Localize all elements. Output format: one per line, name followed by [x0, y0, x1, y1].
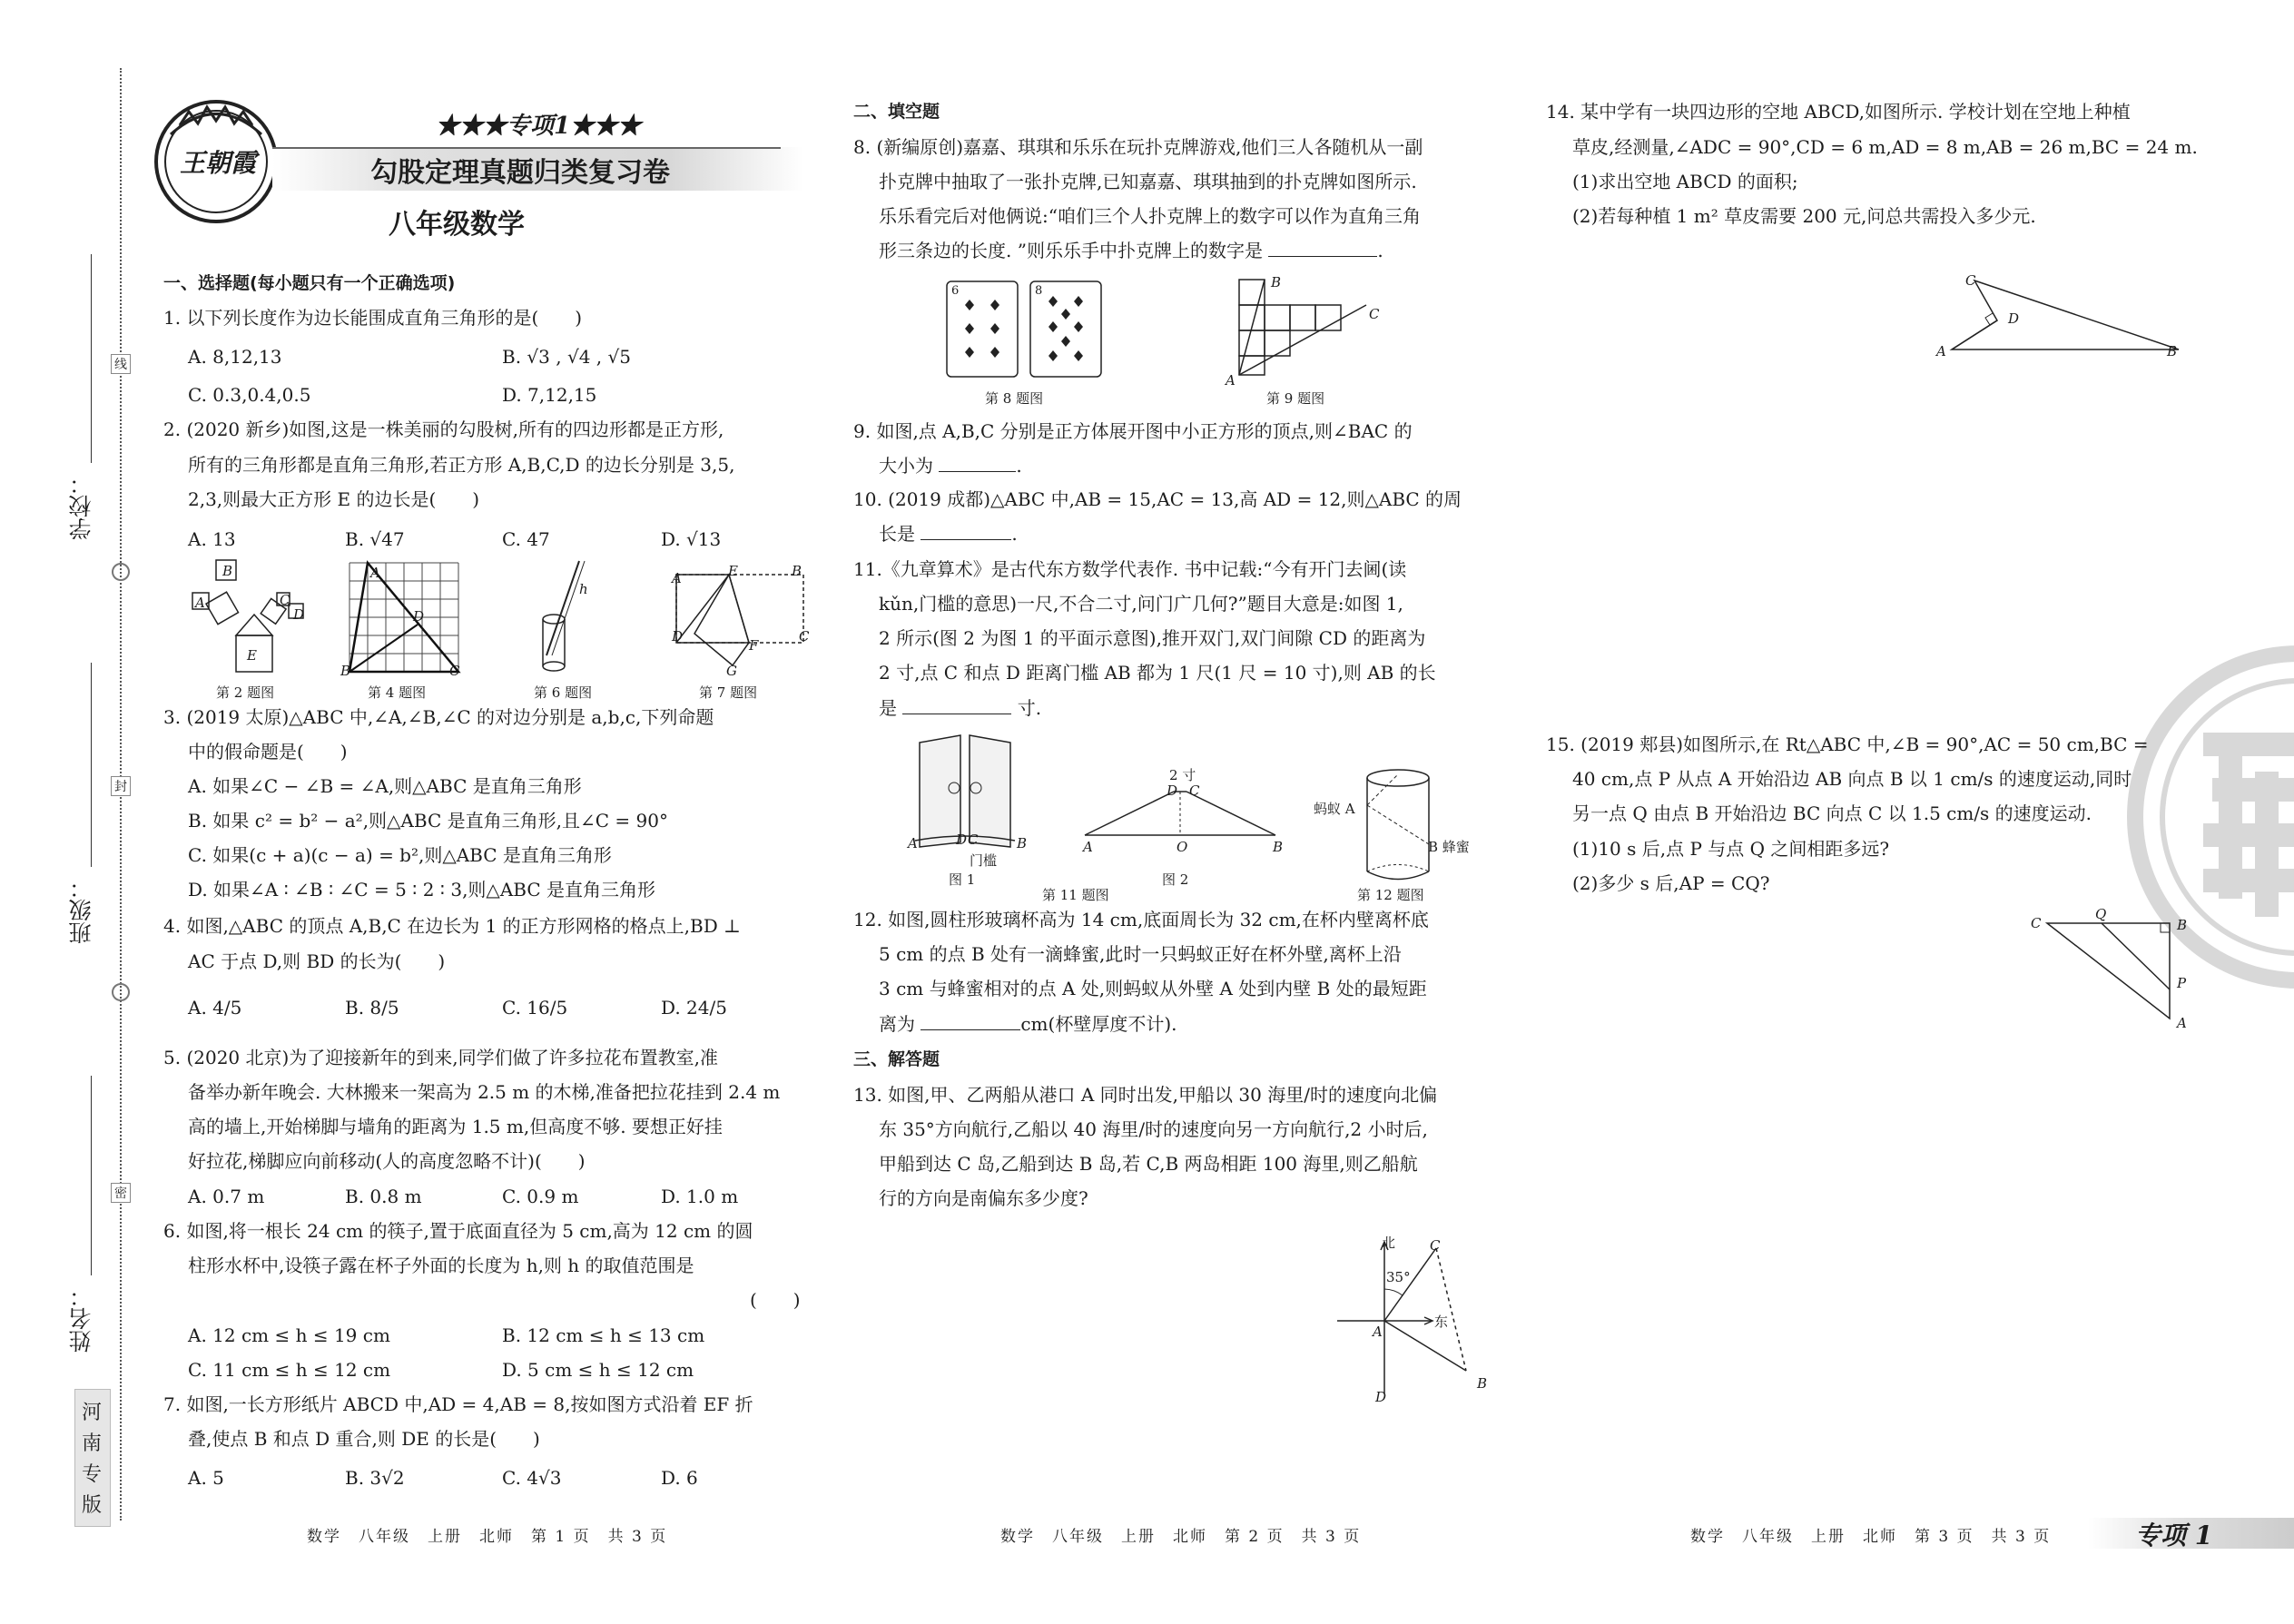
fig8-caption: 第 8 题图: [985, 390, 1044, 407]
series-label: ★★★专项1★★★: [436, 113, 642, 140]
q7-option-b[interactable]: B. 3√2: [345, 1467, 405, 1489]
fig4-label-c: C: [449, 663, 460, 679]
fig11b-label-d: D: [1167, 782, 1178, 799]
q2-line3: 2,3,则最大正方形 E 的边长是( ): [188, 488, 480, 510]
fig6-caption: 第 6 题图: [534, 684, 593, 701]
q15-line1: 15. (2019 郏县)如图所示,在 Rt△ABC 中,∠B = 90°,AC = 50 cm,BC =: [1546, 733, 2149, 755]
q5-option-c[interactable]: C. 0.9 m: [502, 1186, 579, 1207]
q10-line2-text: 长是: [879, 523, 915, 545]
q11-line3: 2 所示(图 2 为图 1 的平面示意图),推开双门,双门间隙 CD 的距离为: [879, 627, 1426, 649]
fig12-ant-label: 蚂蚁 A: [1314, 801, 1355, 817]
fig11-plan-diagram: [1080, 781, 1280, 844]
q14-line1: 14. 某中学有一块四边形的空地 ABCD,如图所示. 学校计划在空地上种植: [1546, 101, 2131, 123]
fig4-caption: 第 4 题图: [368, 684, 427, 701]
q10-line2-end: .: [1011, 523, 1018, 545]
q5-option-b[interactable]: B. 0.8 m: [345, 1186, 422, 1207]
q8-line1: 8. (新编原创)嘉嘉、琪琪和乐乐在玩扑克牌游戏,他们三人各随机从一副: [853, 136, 1423, 158]
fig8-card2-number: 8: [1035, 284, 1043, 298]
fig11b-label-o: O: [1177, 839, 1188, 855]
q8-line4-text: 形三条边的长度. ”则乐乐手中扑克牌上的数字是: [879, 240, 1263, 261]
fig8-card1-number: 6: [951, 284, 960, 298]
seal-mark-seal: 封: [111, 776, 131, 796]
q8-line3: 乐乐看完后对他俩说:“咱们三个人扑克牌上的数字可以作为直角三角: [879, 205, 1421, 227]
fig6-cup: [536, 556, 590, 674]
fig7-folded-rectangle: [676, 570, 812, 674]
fig9-label-a: A: [1226, 372, 1236, 389]
q15-line5: (2)多少 s 后,AP = CQ?: [1572, 872, 1770, 894]
footer-page2: 数学 八年级 上册 北师 第 2 页 共 3 页: [1000, 1528, 1362, 1546]
fig7-label-b: B: [792, 563, 802, 579]
q8-line2: 扑克牌中抽取了一张扑克牌,已知嘉嘉、琪琪抽到的扑克牌如图所示.: [879, 171, 1417, 192]
fig11-threshold-label: 门槛: [970, 852, 998, 869]
class-field[interactable]: [91, 663, 92, 867]
fig13-label-c: C: [1430, 1237, 1441, 1254]
q15-line4: (1)10 s 后,点 P 与点 Q 之间相距多远?: [1572, 838, 1890, 860]
fig15-label-b: B: [2177, 917, 2188, 933]
q1-option-c[interactable]: C. 0.3,0.4,0.5: [188, 384, 311, 406]
fig7-label-f: F: [749, 637, 759, 654]
fig8-playing-cards: [947, 281, 1110, 381]
q6-option-b[interactable]: B. 12 cm ≤ h ≤ 13 cm: [502, 1324, 705, 1346]
q9-line2-text: 大小为: [879, 455, 933, 477]
footer-page1: 数学 八年级 上册 北师 第 1 页 共 3 页: [307, 1528, 668, 1546]
name-label: 姓名：: [68, 1284, 94, 1353]
fig15-label-c: C: [2031, 915, 2042, 931]
q2-option-d[interactable]: D. √13: [661, 528, 722, 550]
q4-option-b[interactable]: B. 8/5: [345, 997, 399, 1019]
fig6-label-h: h: [579, 581, 588, 597]
q3-option-c[interactable]: C. 如果(c + a)(c − a) = b²,则△ABC 是直角三角形: [188, 844, 612, 866]
q12-line4-end: cm(杯壁厚度不计).: [1020, 1013, 1177, 1035]
q13-line3: 甲船到达 C 岛,乙船到达 B 岛,若 C,B 两岛相距 100 海里,则乙船航: [879, 1153, 1418, 1175]
q11-line4: 2 寸,点 C 和点 D 距离门槛 AB 都为 1 尺(1 尺 = 10 寸),则 AB 的长: [879, 662, 1436, 684]
fig9-cube-net: [1239, 280, 1375, 379]
fig2-label-e: E: [247, 647, 257, 664]
fig12-honey-label: B 蜂蜜: [1428, 839, 1470, 855]
fig15-label-p: P: [2177, 975, 2187, 991]
q7-line1: 7. 如图,一长方形纸片 ABCD 中,AD = 4,AB = 8,按如图方式沿着 EF 折: [163, 1393, 753, 1415]
q8-line4-end: .: [1377, 240, 1383, 261]
q9-line2: [879, 448, 1022, 484]
class-label: 班级：: [68, 876, 94, 944]
q11-line5-text: 是: [879, 697, 897, 719]
school-field[interactable]: [91, 254, 92, 463]
q4-line2: AC 于点 D,则 BD 的长为( ): [188, 950, 446, 972]
q5-line1: 5. (2020 北京)为了迎接新年的到来,同学们做了许多拉花布置教室,准: [163, 1047, 719, 1068]
fig11-two-cun-label: 2 寸: [1169, 767, 1196, 783]
q11-line5-end: 寸.: [1017, 697, 1042, 719]
fig14-quadrilateral: [1947, 277, 2183, 349]
q6-option-d[interactable]: D. 5 cm ≤ h ≤ 12 cm: [502, 1359, 694, 1381]
fig2-label-b: B: [222, 563, 233, 579]
fig4-label-a: A: [370, 565, 380, 581]
q13-line2: 东 35°方向航行,乙船以 40 海里/时的速度向另一方向航行,2 小时后,: [879, 1118, 1428, 1140]
q11-line5: [879, 690, 1041, 726]
q9-answer-blank[interactable]: [939, 471, 1016, 472]
fig11-caption-fig1: 图 1: [949, 871, 976, 888]
fig7-label-g: G: [726, 663, 737, 679]
section1-heading: 一、选择题(每小题只有一个正确选项): [163, 273, 456, 293]
q11-line1: 11.《九章算术》是古代东方数学代表作. 书中记载:“今有开门去阃(读: [853, 558, 1407, 580]
fig4-label-d: D: [413, 608, 425, 625]
footer-page3: 数学 八年级 上册 北师 第 3 页 共 3 页: [1690, 1528, 2052, 1546]
fig11a-label-b: B: [1017, 835, 1028, 851]
fig11b-label-b: B: [1273, 839, 1284, 855]
seal-mark-line: 线: [111, 354, 131, 374]
q1-option-b[interactable]: B. √3 , √4 , √5: [502, 346, 631, 368]
fig13-label-b: B: [1477, 1375, 1488, 1392]
q13-line1: 13. 如图,甲、乙两船从港口 A 同时出发,甲船以 30 海里/时的速度向北偏: [853, 1084, 1437, 1106]
name-field[interactable]: [91, 1076, 92, 1275]
q5-line2: 备举办新年晚会. 大林搬来一架高为 2.5 m 的木梯,准备把拉花挂到 2.4 m: [188, 1081, 781, 1103]
q11-line2: kǔn,门槛的意思)一尺,不合二寸,问门广几何?”题目大意是:如图 1,: [879, 593, 1403, 615]
fig7-label-e: E: [728, 563, 738, 579]
q14-line2: 草皮,经测量,∠ADC = 90°,CD = 6 m,AD = 8 m,AB = 26 m,BC = 24 m.: [1572, 136, 2198, 158]
q3-option-d[interactable]: D. 如果∠A ∶ ∠B ∶ ∠C = 5 ∶ 2 ∶ 3,则△ABC 是直角三角形: [188, 879, 655, 901]
q15-line2: 40 cm,点 P 从点 A 开始沿边 AB 向点 B 以 1 cm/s 的速度运动,同时: [1572, 768, 2132, 790]
q3-line1: 3. (2019 太原)△ABC 中,∠A,∠B,∠C 的对边分别是 a,b,c,下列命题: [163, 706, 714, 728]
q1-option-d[interactable]: D. 7,12,15: [502, 384, 597, 406]
seal-mark-secret: 密: [111, 1183, 131, 1203]
fig15-label-a: A: [2177, 1015, 2187, 1031]
q5-option-d[interactable]: D. 1.0 m: [661, 1186, 739, 1207]
q6-option-c[interactable]: C. 11 cm ≤ h ≤ 12 cm: [188, 1359, 391, 1381]
q12-line4: [879, 1006, 1177, 1042]
fig13-angle-label: 35°: [1386, 1269, 1411, 1285]
q8-answer-blank[interactable]: [1268, 256, 1377, 257]
fig2-caption: 第 2 题图: [216, 684, 275, 701]
fig2-label-a: A: [195, 595, 205, 611]
q1-option-a[interactable]: A. 8,12,13: [188, 346, 282, 368]
edition-label: 河南专版: [81, 1402, 102, 1517]
page-title: 勾股定理真题归类复习卷: [370, 157, 670, 189]
brand-name: 王朝霞: [180, 148, 257, 178]
fig4-label-b: B: [340, 663, 351, 679]
q3-option-a[interactable]: A. 如果∠C − ∠B = ∠A,则△ABC 是直角三角形: [188, 775, 582, 797]
fig2-label-c: C: [280, 592, 290, 608]
q10-line2: [879, 516, 1018, 552]
q10-answer-blank[interactable]: [921, 539, 1011, 540]
fig11a-label-c: C: [968, 832, 979, 848]
binding-dot-1: [112, 563, 130, 581]
q6-line1: 6. 如图,将一根长 24 cm 的筷子,置于底面直径为 5 cm,高为 12 cm 的圆: [163, 1220, 753, 1242]
fig11-caption-fig2: 图 2: [1162, 871, 1189, 888]
q9-line2-end: .: [1016, 455, 1022, 477]
q7-option-c[interactable]: C. 4√3: [502, 1467, 562, 1489]
q3-option-b[interactable]: B. 如果 c² = b² − a²,则△ABC 是直角三角形,且∠C = 90°: [188, 810, 668, 832]
fig14-label-a: A: [1936, 343, 1946, 359]
binding-dot-2: [112, 983, 130, 1001]
q5-line4: 好拉花,梯脚应向前移动(人的高度忽略不计)( ): [188, 1150, 586, 1172]
q12-line4-text: 离为: [879, 1013, 915, 1035]
fig14-label-b: B: [2167, 343, 2178, 359]
fig12-glass-cylinder: [1362, 767, 1434, 885]
q8-line4: [879, 232, 1383, 269]
q1-stem: 1. 以下列长度作为边长能围成直角三角形的是( ): [163, 307, 583, 329]
q5-line3: 高的墙上,开始梯脚与墙角的距离为 1.5 m,但高度不够. 要想正好挂: [188, 1116, 723, 1137]
q14-line4: (2)若每种植 1 m² 草皮需要 200 元,问总共需投入多少元.: [1572, 205, 2036, 227]
q6-paren: ( ): [750, 1289, 801, 1311]
fig11-caption: 第 11 题图: [1042, 887, 1109, 903]
q2-option-b[interactable]: B. √47: [345, 528, 405, 550]
fig4-grid: [350, 563, 458, 672]
school-label: 学校：: [68, 472, 94, 540]
section3-heading: 三、解答题: [853, 1049, 940, 1069]
q6-line2: 柱形水杯中,设筷子露在杯子外面的长度为 h,则 h 的取值范围是: [188, 1255, 694, 1276]
page-subtitle: 八年级数学: [389, 209, 525, 241]
fig15-right-triangle: [2043, 917, 2179, 1026]
fig7-label-d: D: [672, 628, 684, 645]
q3-line2: 中的假命题是( ): [188, 741, 348, 763]
fig9-caption: 第 9 题图: [1266, 390, 1325, 407]
fig13-label-d: D: [1375, 1389, 1387, 1405]
fig9-label-c: C: [1369, 306, 1380, 322]
q7-option-a[interactable]: A. 5: [188, 1467, 224, 1489]
q6-option-a[interactable]: A. 12 cm ≤ h ≤ 19 cm: [188, 1324, 390, 1346]
q2-line2: 所有的三角形都是直角三角形,若正方形 A,B,C,D 的边长分别是 3,5,: [188, 454, 735, 476]
q15-line3: 另一点 Q 由点 B 开始沿边 BC 向点 C 以 1.5 cm/s 的速度运动.: [1572, 802, 2092, 824]
fig2-pythagoras-tree: [191, 558, 327, 676]
q12-line3: 3 cm 与蜂蜜相对的点 A 处,则蚂蚁从外壁 A 处到内壁 B 处的最短距: [879, 978, 1427, 999]
fig13-east-label: 东: [1434, 1314, 1449, 1330]
q4-option-a[interactable]: A. 4/5: [188, 997, 242, 1019]
fig7-label-a: A: [672, 570, 682, 586]
title-banner-rule: [272, 147, 781, 149]
section2-heading: 二、填空题: [853, 102, 940, 122]
q12-line2: 5 cm 的点 B 处有一滴蜂蜜,此时一只蚂蚁正好在杯外壁,离杯上沿: [879, 943, 1402, 965]
q12-answer-blank[interactable]: [921, 1029, 1020, 1030]
fig7-label-c: C: [799, 628, 810, 645]
q7-option-d[interactable]: D. 6: [661, 1467, 698, 1489]
q2-line1: 2. (2020 新乡)如图,这是一株美丽的勾股树,所有的四边形都是正方形,: [163, 418, 724, 440]
fig14-label-d: D: [2008, 310, 2020, 327]
fig11b-label-c: C: [1189, 782, 1200, 799]
fig11b-label-a: A: [1083, 839, 1093, 855]
fig13-north-label: 北: [1382, 1235, 1396, 1251]
q10-line1: 10. (2019 成都)△ABC 中,AB = 15,AC = 13,高 AD = 12,则△ABC 的周: [853, 488, 1462, 510]
fig14-label-c: C: [1965, 272, 1976, 289]
q5-option-a[interactable]: A. 0.7 m: [188, 1186, 265, 1207]
q7-line2: 叠,使点 B 和点 D 重合,则 DE 的长是( ): [188, 1428, 540, 1450]
q4-option-d[interactable]: D. 24/5: [661, 997, 727, 1019]
fig7-caption: 第 7 题图: [699, 684, 758, 701]
fig11a-label-d: D: [956, 832, 968, 848]
q4-option-c[interactable]: C. 16/5: [502, 997, 568, 1019]
footer-tag: 专项 1: [2135, 1521, 2213, 1550]
q14-line3: (1)求出空地 ABCD 的面积;: [1572, 171, 1798, 192]
fig2-label-d: D: [293, 606, 305, 623]
q4-line1: 4. 如图,△ABC 的顶点 A,B,C 在边长为 1 的正方形网格的格点上,BD ⊥: [163, 915, 741, 937]
q12-line1: 12. 如图,圆柱形玻璃杯高为 14 cm,底面周长为 32 cm,在杯内壁离杯底: [853, 909, 1429, 930]
q2-option-c[interactable]: C. 47: [502, 528, 550, 550]
fig9-label-b: B: [1271, 274, 1282, 290]
q2-option-a[interactable]: A. 13: [188, 528, 236, 550]
fig13-label-a: A: [1373, 1324, 1383, 1340]
q13-line4: 行的方向是南偏东多少度?: [879, 1187, 1088, 1209]
q9-line1: 9. 如图,点 A,B,C 分别是正方体展开图中小正方形的顶点,则∠BAC 的: [853, 420, 1413, 442]
fig11a-label-a: A: [908, 835, 918, 851]
fig12-caption: 第 12 题图: [1357, 887, 1424, 903]
fig15-label-q: Q: [2095, 906, 2107, 922]
